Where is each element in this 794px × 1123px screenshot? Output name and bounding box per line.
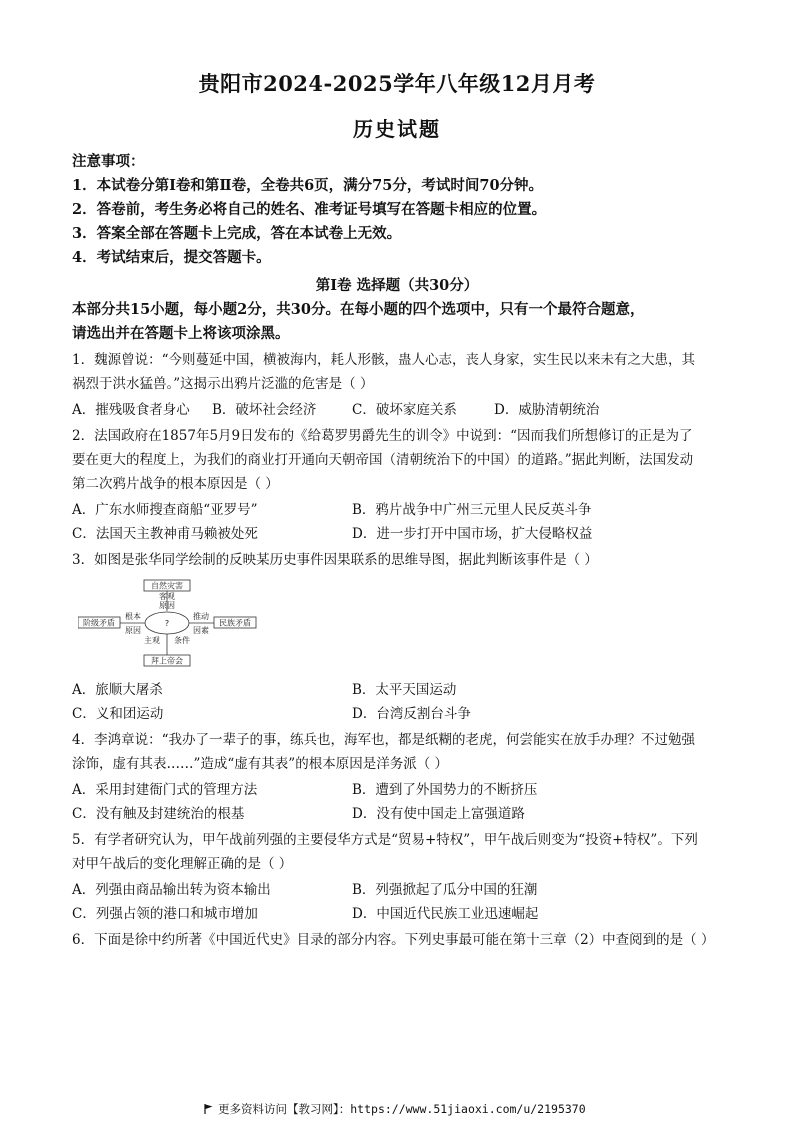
question-3-option-b: B．太平天国运动 [352, 682, 457, 698]
mind-map-label-top: 客观 [159, 592, 175, 601]
question-4-option-c: C．没有触及封建统治的根基 [72, 806, 245, 822]
section-intro-line: 本部分共15小题，每小题2分，共30分。在每小题的四个选项中，只有一个最符合题意， [72, 301, 645, 318]
mind-map-label-left-2: 原因 [125, 626, 141, 635]
question-2-option-a: A．广东水师搜查商船“亚罗号” [72, 502, 258, 518]
question-1-option-c: C．破坏家庭关系 [352, 402, 457, 418]
exam-title: 贵阳市2024-2025学年八年级12月月考 [198, 71, 596, 96]
notice-item: 3．答案全部在答题卡上完成，答在本试卷上无效。 [72, 225, 402, 242]
question-2-option-b: B．鸦片战争中广州三元里人民反英斗争 [352, 502, 592, 518]
footer-text: 更多资料访问【教习网】：https://www.51jiaoxi.com/u/2195370 [218, 1102, 586, 1116]
mind-map-label-right-2: 因素 [193, 626, 209, 635]
question-3-option-d: D．台湾反割台斗争 [352, 706, 471, 722]
section-heading: 第Ⅰ卷 选择题（共30分） [315, 277, 479, 294]
question-5-option-b: B．列强掀起了瓜分中国的狂潮 [352, 882, 538, 898]
mind-map-text-bottom-box: 拜上帝会 [151, 656, 183, 666]
question-3-option-a: A．旅顺大屠杀 [72, 682, 163, 698]
question-4-option-d: D．没有使中国走上富强道路 [352, 806, 525, 822]
question-1-stem: 1．魏源曾说：“今则蔓延中国，横被海内，耗人形骸，蛊人心志，丧人身家，实生民以来未有之大患，其 [72, 352, 695, 368]
question-1-stem: 祸烈于洪水猛兽。”这揭示出鸦片泛滥的危害是（ ） [72, 376, 374, 392]
question-1-option-d: D．威胁清朝统治 [494, 402, 600, 418]
notice-item: 2．答卷前，考生务必将自己的姓名、准考证号填写在答题卡相应的位置。 [72, 201, 547, 218]
exam-subtitle: 历史试题 [353, 117, 441, 141]
question-4-option-b: B．遭到了外国势力的不断挤压 [352, 782, 538, 798]
flag-icon [204, 1104, 213, 1114]
mind-map-text-top-box: 自然灾害 [151, 581, 183, 591]
question-4-stem: 涂饰，虚有其表……”造成“虚有其表”的根本原因是洋务派（ ） [72, 756, 448, 772]
mind-map-label-left: 根本 [125, 612, 141, 621]
question-4-stem: 4．李鸿章说：“我办了一辈子的事，练兵也，海军也，都是纸糊的老虎，何尝能实在放手办理？不过勉强 [72, 732, 695, 748]
question-1-option-a: A．摧残吸食者身心 [72, 402, 190, 418]
mind-map-label-right: 推动 [193, 612, 209, 621]
question-2-stem: 第二次鸦片战争的根本原因是（ ） [72, 476, 279, 492]
footer-link[interactable] [204, 1101, 586, 1117]
notice-item: 4．考试结束后，提交答题卡。 [72, 249, 271, 266]
question-4-option-a: A．采用封建衙门式的管理方法 [72, 782, 258, 798]
notice-heading: 注意事项： [72, 153, 145, 170]
mind-map-text-left-box: 阶级矛盾 [83, 618, 115, 628]
mind-map-text-right-box: 民族矛盾 [219, 618, 251, 628]
section-intro-line: 请选出并在答题卡上将该项涂黑。 [72, 325, 290, 342]
notice-item: 1．本试卷分第Ⅰ卷和第Ⅱ卷，全卷共6页，满分75分，考试时间70分钟。 [72, 177, 544, 194]
question-5-stem: 5．有学者研究认为，甲午战前列强的主要侵华方式是“贸易+特权”，甲午战后则变为“投资+特权”。下列 [72, 832, 698, 848]
question-5-option-d: D．中国近代民族工业迅速崛起 [352, 906, 539, 922]
mind-map-label-bottom-2: 条件 [174, 636, 190, 645]
question-1-option-b: B．破坏社会经济 [212, 402, 317, 418]
mind-map-center-text: ? [164, 619, 170, 628]
question-3-option-c: C．义和团运动 [72, 706, 164, 722]
mind-map-label-top-2: 原因 [159, 601, 175, 610]
question-2-option-c: C．法国天主教神甫马赖被处死 [72, 526, 258, 542]
question-6-stem: 6．下面是徐中约所著《中国近代史》目录的部分内容。下列史事最可能在第十三章（2）中查阅到的是（ ） [72, 932, 715, 948]
question-5-option-a: A．列强由商品输出转为资本输出 [72, 882, 271, 898]
question-5-option-c: C．列强占领的港口和城市增加 [72, 906, 258, 922]
question-2-stem: 要在更大的程度上，为我们的商业打开通向天朝帝国（清朝统治下的中国）的道路。”据此判断，法国发动 [72, 452, 694, 468]
question-2-stem: 2．法国政府在1857年5月9日发布的《给葛罗男爵先生的训令》中说到：“因而我们所想修订的正是为了 [72, 428, 693, 444]
question-5-stem: 对甲午战后的变化理解正确的是（ ） [72, 856, 293, 872]
cause-effect-mind-map [78, 578, 258, 668]
question-3-stem: 3．如图是张华同学绘制的反映某历史事件因果联系的思维导图，据此判断该事件是（ ） [72, 552, 598, 568]
question-2-option-d: D．进一步打开中国市场，扩大侵略权益 [352, 526, 593, 542]
mind-map-label-bottom: 主观 [144, 636, 160, 645]
